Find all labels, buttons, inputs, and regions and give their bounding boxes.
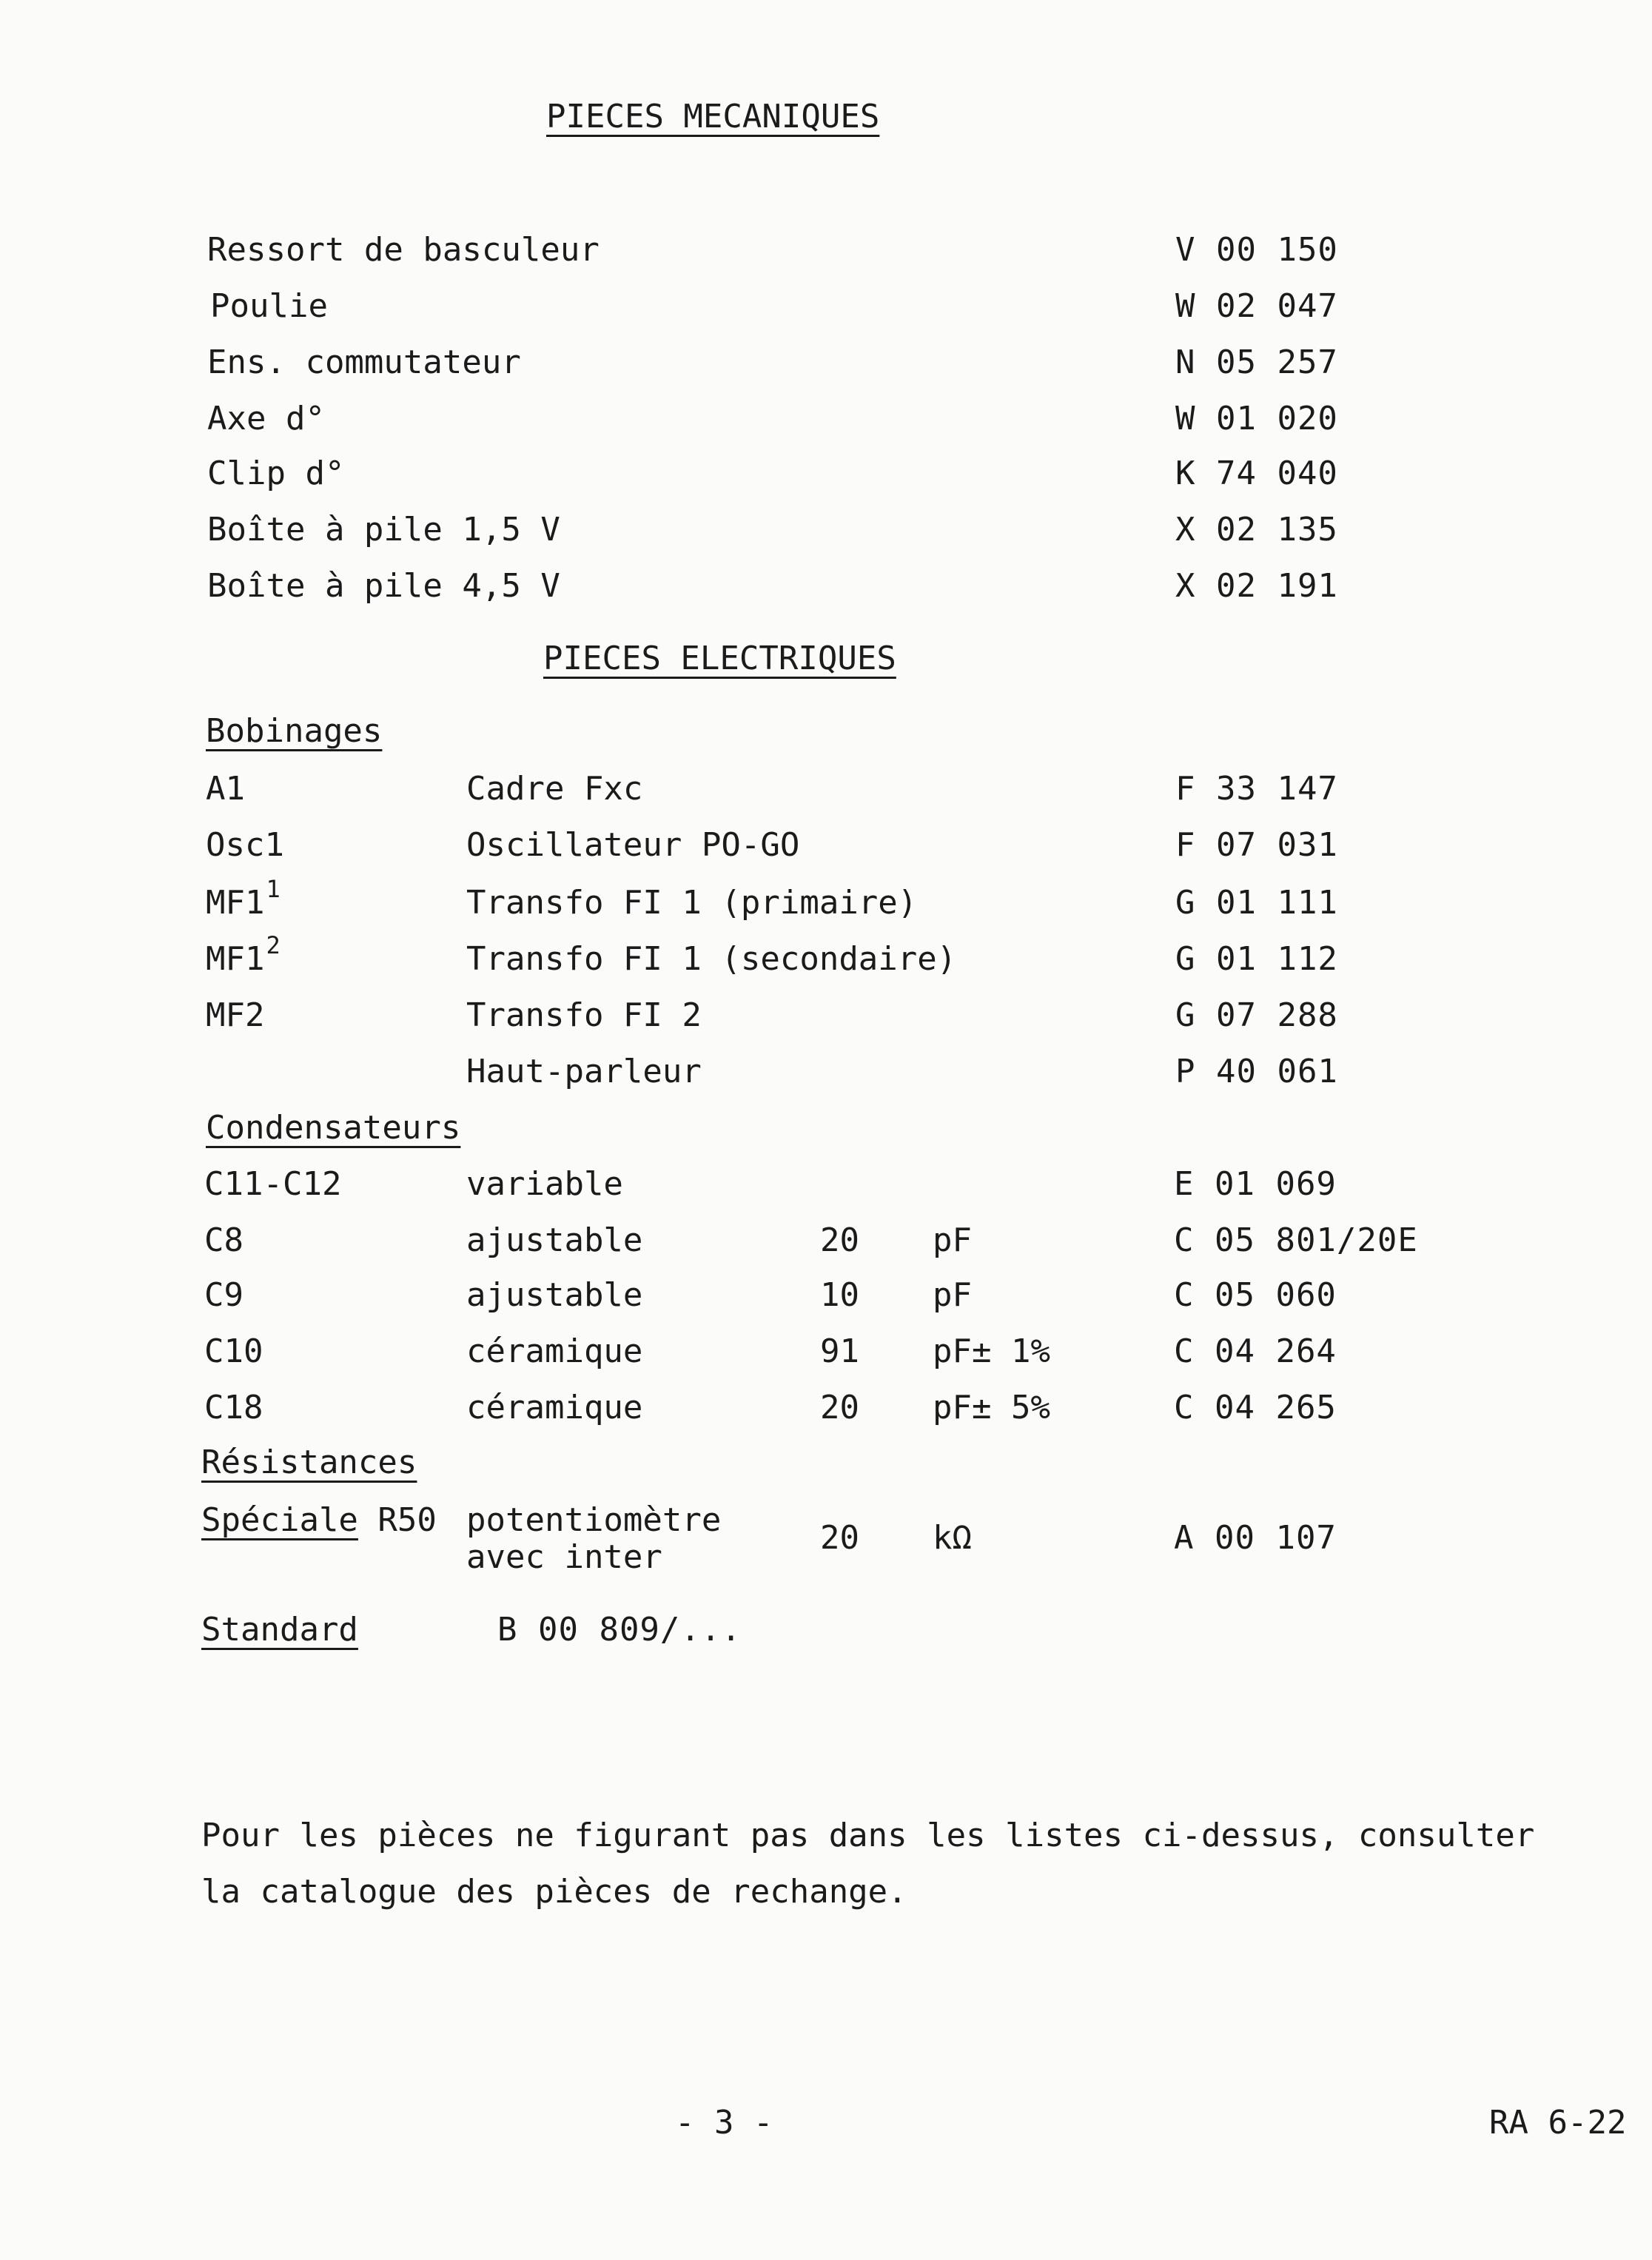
electrical-title: PIECES ELECTRIQUES: [543, 640, 896, 677]
part-ref: P 40 061: [1175, 1053, 1338, 1090]
part-ref: V 00 150: [1175, 231, 1338, 269]
special-label: Spéciale: [201, 1501, 358, 1539]
component-code: Osc1: [206, 826, 284, 864]
list-item: Ressort de basculeur: [207, 231, 600, 269]
list-item: Axe d°: [207, 400, 325, 437]
component-desc: Cadre Fxc: [466, 770, 643, 808]
list-item: Boîte à pile 4,5 V: [207, 567, 560, 605]
special-desc-line1: potentiomètre: [466, 1501, 722, 1539]
part-ref: X 02 191: [1175, 567, 1338, 605]
part-ref: C 04 264: [1174, 1332, 1337, 1370]
component-code-sup: 1: [266, 875, 281, 903]
component-desc: ajustable: [466, 1221, 643, 1259]
part-ref: K 74 040: [1175, 455, 1338, 492]
list-item: Clip d°: [207, 455, 345, 492]
component-unit: pF± 5%: [933, 1389, 1050, 1426]
part-ref: F 07 031: [1175, 826, 1338, 864]
component-unit: pF: [933, 1276, 972, 1314]
component-code-text: MF1: [206, 884, 265, 922]
standard-label: Standard: [201, 1611, 358, 1649]
component-code-sup: 2: [266, 931, 281, 959]
component-code: [206, 875, 281, 922]
component-value: 20: [820, 1221, 859, 1259]
page-number: - 3 -: [675, 2104, 773, 2142]
part-ref: C 05 801/20E: [1174, 1221, 1418, 1259]
component-value: 20: [820, 1389, 859, 1426]
part-ref: W 01 020: [1175, 400, 1338, 437]
part-ref: C 05 060: [1174, 1276, 1337, 1314]
resistances-heading: Résistances: [201, 1443, 417, 1481]
component-unit: pF± 1%: [933, 1332, 1050, 1370]
special-label-group: [201, 1501, 437, 1539]
mechanical-title: PIECES MECANIQUES: [546, 98, 880, 135]
component-code: C9: [204, 1276, 244, 1314]
component-unit: pF: [933, 1221, 972, 1259]
component-code: C11-C12: [204, 1165, 342, 1203]
component-code: C8: [204, 1221, 244, 1259]
component-desc: Transfo FI 2: [466, 996, 702, 1034]
part-ref: G 01 111: [1175, 884, 1338, 922]
component-desc: Haut-parleur: [466, 1053, 702, 1090]
component-code-text: MF1: [206, 940, 265, 978]
part-ref: C 04 265: [1174, 1389, 1337, 1426]
list-item: Poulie: [210, 287, 328, 325]
component-desc: Oscillateur PO-GO: [466, 826, 800, 864]
special-unit: kΩ: [933, 1519, 972, 1557]
part-ref: E 01 069: [1174, 1165, 1337, 1203]
document-reference: RA 6-22: [1489, 2104, 1627, 2142]
special-value: 20: [820, 1519, 859, 1557]
bobinages-heading: Bobinages: [206, 712, 383, 750]
part-ref: G 01 112: [1175, 940, 1338, 978]
list-item: Boîte à pile 1,5 V: [207, 511, 560, 549]
part-ref: G 07 288: [1175, 996, 1338, 1034]
component-desc: Transfo FI 1 (primaire): [466, 884, 918, 922]
part-ref: W 02 047: [1175, 287, 1338, 325]
component-value: 10: [820, 1276, 859, 1314]
standard-ref: B 00 809/...: [497, 1611, 742, 1649]
component-code: [206, 931, 281, 978]
note-line2: la catalogue des pièces de rechange.: [201, 1873, 907, 1911]
component-code: A1: [206, 770, 245, 808]
condensateurs-heading: Condensateurs: [206, 1109, 461, 1147]
note-line1: Pour les pièces ne figurant pas dans les listes ci-dessus, consulter: [201, 1817, 1535, 1854]
component-value: 91: [820, 1332, 859, 1370]
component-desc: ajustable: [466, 1276, 643, 1314]
component-code: C10: [204, 1332, 263, 1370]
special-desc-line2: avec inter: [466, 1538, 662, 1576]
component-desc: variable: [466, 1165, 623, 1203]
part-ref: X 02 135: [1175, 511, 1338, 549]
component-desc: céramique: [466, 1332, 643, 1370]
special-code: R50: [377, 1501, 437, 1539]
part-ref: N 05 257: [1175, 343, 1338, 381]
component-desc: céramique: [466, 1389, 643, 1426]
part-ref: A 00 107: [1174, 1519, 1337, 1557]
list-item: Ens. commutateur: [207, 343, 521, 381]
part-ref: F 33 147: [1175, 770, 1338, 808]
component-code: C18: [204, 1389, 263, 1426]
component-desc: Transfo FI 1 (secondaire): [466, 940, 957, 978]
component-code: MF2: [206, 996, 265, 1034]
